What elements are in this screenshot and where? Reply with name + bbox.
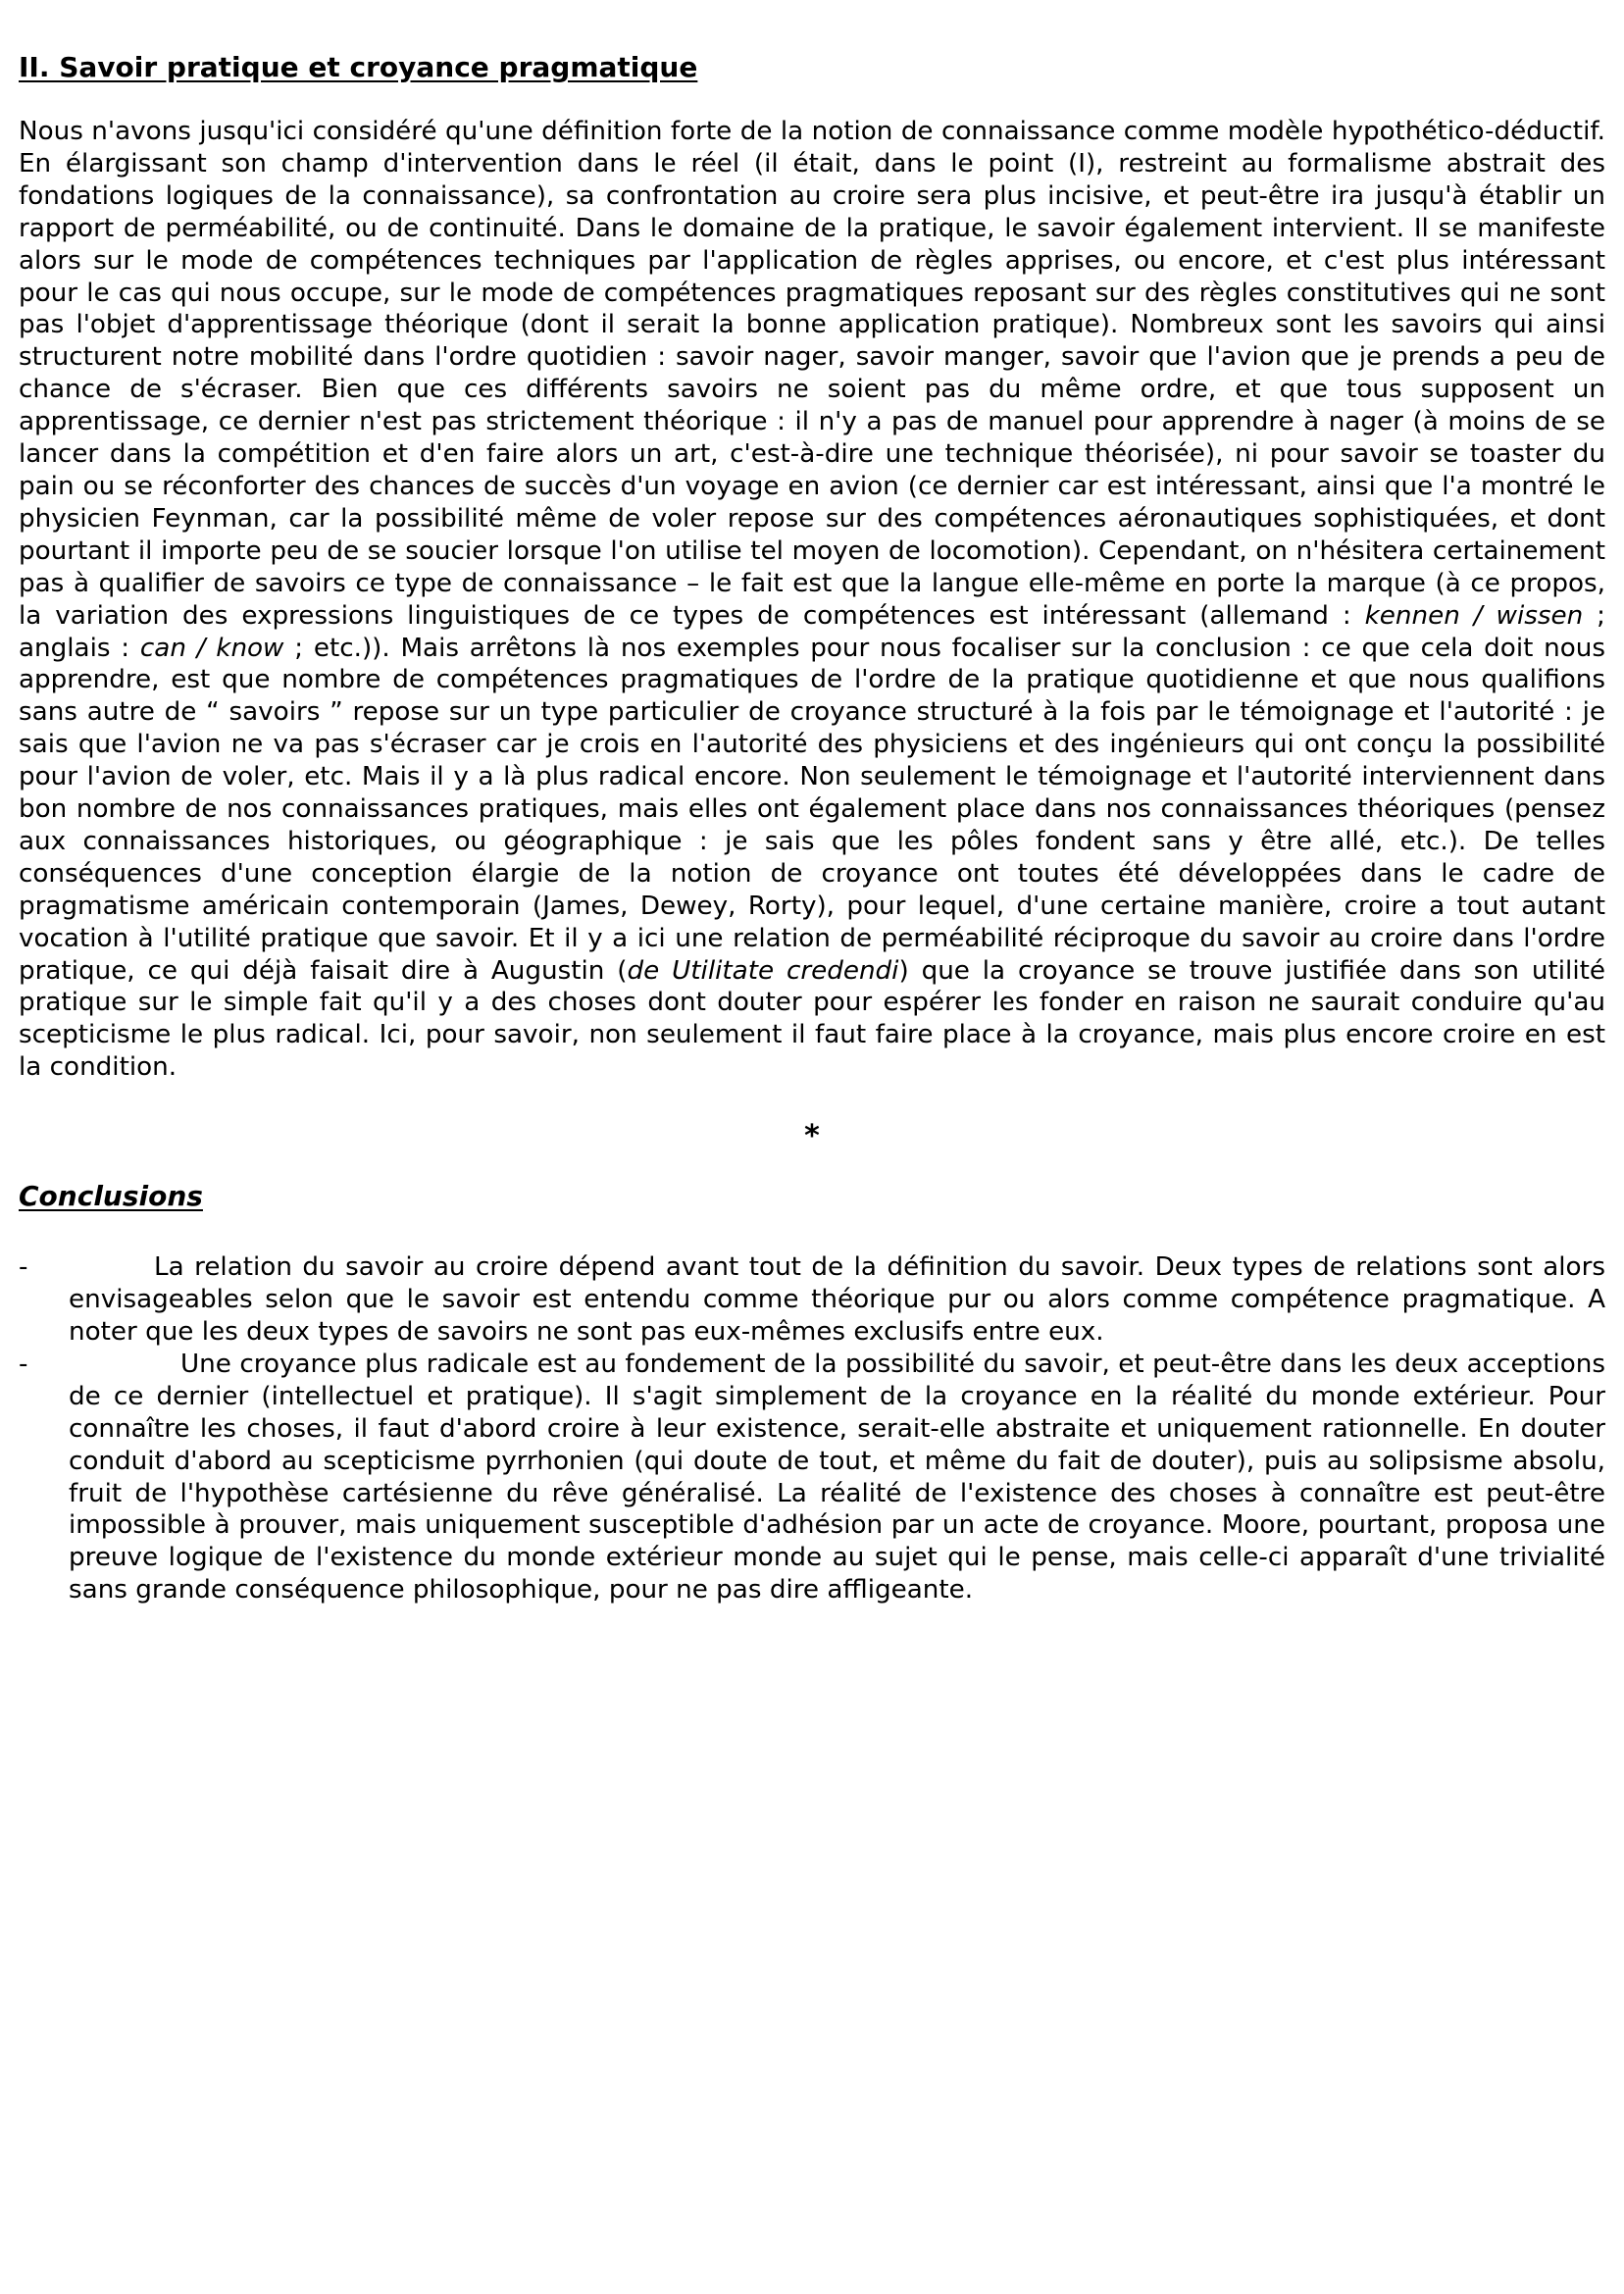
list-item: [19, 1349, 1605, 1606]
section-title: II. Savoir pratique et croyance pragmatique: [19, 51, 698, 83]
conclusions-title: Conclusions: [19, 1180, 203, 1213]
list-item: [19, 1251, 1605, 1349]
section-separator: *: [804, 1119, 820, 1154]
list-item-text: Une croyance plus radicale est au fondement de la possibilité du savoir, et peut-être dans les deux acceptions de ce dernier (intellectuel et pratique). Il s'agit simplement de la croyance en la réalité du monde extérieur. Pour connaître les choses, il faut d'abord croire à leur existence, serait-elle abstraite et uniquement rationnelle. En douter conduit d'abord au scepticisme pyrrhonien (qui doute de tout, et même du fait de douter), puis au solipsisme absolu, fruit de l'hypothèse cartésienne du rêve généralisé. La réalité de l'existence des choses à connaître est peut-être impossible à prouver, mais uniquement susceptible d'adhésion par un acte de croyance. Moore, pourtant, proposa une preuve logique de l'existence du monde extérieur monde au sujet qui le pense, mais celle-ci apparaît d'une trivialité sans grande conséquence philosophique, pour ne pas dire affligeante.: [69, 1349, 1605, 1606]
paragraph-text-2: ; anglais :: [19, 600, 1606, 663]
paragraph-text-3: ; etc.)). Mais arrêtons là nos exemples pour nous focaliser sur la conclusion : ce que cela doit nous apprendre, est que nombre de compétences pragmatiques de l'ordre de la pratique quotidienne et que nous qualifions sans autre de “ savoirs ” repose sur un type particulier de croyance structuré à la fois par le témoignage et l'autorité : je sais que l'avion ne va pas s'écraser car je crois en l'autorité des physiciens et des ingénieurs qui ont conçu la possibilité pour l'avion de voler, etc. Mais il y a là plus radical encore. Non seulement le témoignage et l'autorité interviennent dans bon nombre de nos connaissances pratiques, mais elles ont également place dans nos connaissances théoriques (pensez aux connaissances historiques, ou géographique : je sais que les pôles fondent sans y être allé, etc.). De telles conséquences d'une conception élargie de la notion de croyance ont toutes été développées dans le cadre de pragmatisme américain contemporain (James, Dewey, Rorty), pour lequel, d'une certaine manière, croire a tout autant vocation à l'utilité pratique que savoir. Et il y a ici une relation de perméabilité réciproque du savoir au croire dans l'ordre pratique, ce qui déjà faisait dire à Augustin (: [19, 633, 1606, 986]
paragraph-italic-2: can / know: [139, 633, 284, 663]
paragraph-italic-1: kennen / wissen: [1364, 600, 1584, 631]
paragraph-text-1: Nous n'avons jusqu'ici considéré qu'une définition forte de la notion de connaissance comme modèle hypothético-déductif. En élargissant son champ d'intervention dans le réel (il était, dans le point (I), restreint au formalisme abstrait des fondations logiques de la connaissance), sa confrontation au croire sera plus incisive, et peut-être ira jusqu'à établir un rapport de perméabilité, ou de continuité. Dans le domaine de la pratique, le savoir également intervient. Il se manifeste alors sur le mode de compétences techniques par l'application de règles apprises, ou encore, et c'est plus intéressant pour le cas qui nous occupe, sur le mode de compétences pragmatiques reposant sur des règles constitutives qui ne sont pas l'objet d'apprentissage théorique (dont il serait la bonne application pratique). Nombreux sont les savoirs qui ainsi structurent notre mobilité dans l'ordre quotidien : savoir nager, savoir manger, savoir que l'avion que je prends a peu de chance de s'écraser. Bien que ces différents savoirs ne soient pas du même ordre, et que tous supposent un apprentissage, ce dernier n'est pas strictement théorique : il n'y a pas de manuel pour apprendre à nager (à moins de se lancer dans la compétition et d'en faire alors un art, c'est-à-dire une technique théorisée), ni pour savoir se toaster du pain ou se réconforter des chances de succès d'un voyage en avion (ce dernier car est intéressant, ainsi que l'a montré le physicien Feynman, car la possibilité même de voler repose sur des compétences aéronautiques sophistiquées, et dont pourtant il importe peu de se soucier lorsque l'on utilise tel moyen de locomotion). Cependant, on n'hésitera certainement pas à qualifier de savoirs ce type de connaissance – le fait est que la langue elle-même en porte la marque (à ce propos, la variation des expressions linguistiques de ce types de compétences est intéressant (allemand :: [19, 117, 1605, 631]
list-bullet: -: [19, 1349, 28, 1379]
paragraph-italic-3: de Utilitate credendi: [627, 955, 899, 986]
list-bullet: -: [19, 1252, 28, 1283]
list-item-text: La relation du savoir au croire dépend avant tout de la définition du savoir. Deux types de relations sont alors envisageables selon que le savoir est entendu comme théorique pur ou alors comme compétence pragmatique. A noter que les deux types de savoirs ne sont pas eux-mêmes exclusifs entre eux.: [69, 1252, 1605, 1347]
conclusions-list: [19, 1251, 1605, 1606]
paragraph-text-4: ) que la croyance se trouve justifiée dans son utilité pratique sur le simple fait qu'il y a des choses dont douter pour espérer les fonder en raison ne saurait conduire qu'au scepticisme le plus radical. Ici, pour savoir, non seulement il faut faire place à la croyance, mais plus encore croire en est la condition.: [19, 955, 1605, 1083]
body-paragraph: [19, 116, 1605, 1084]
document-page: [19, 51, 1605, 1606]
